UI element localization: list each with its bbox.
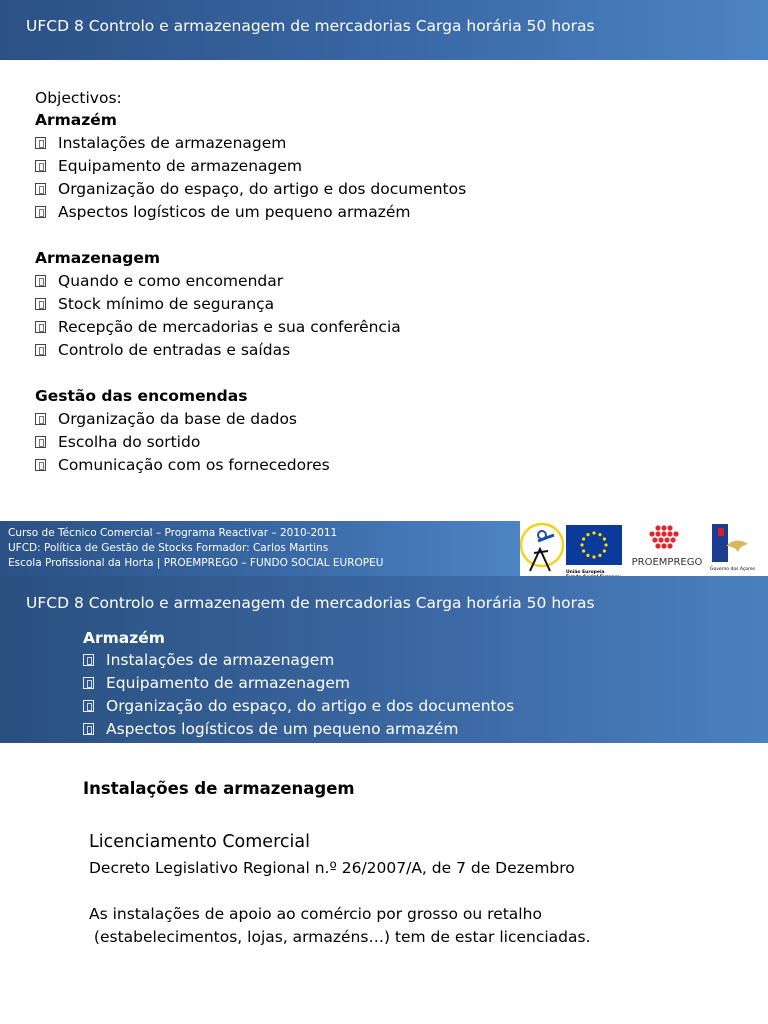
licensing-title: Licenciamento Comercial bbox=[89, 832, 310, 852]
bullet-icon bbox=[35, 413, 46, 425]
bullet-icon bbox=[35, 298, 46, 310]
bullet-icon bbox=[83, 723, 94, 735]
list-item bbox=[35, 316, 401, 339]
footer-course-line: Curso de Técnico Comercial – Programa Reactivar – 2010-2011 bbox=[8, 527, 338, 539]
list-item bbox=[35, 454, 330, 477]
bullet-icon bbox=[35, 459, 46, 471]
list-item bbox=[35, 132, 466, 155]
bullet-icon bbox=[35, 275, 46, 287]
list-item bbox=[83, 695, 514, 718]
footer-ufcd-line: UFCD: Política de Gestão de Stocks Formador: Carlos Martins bbox=[8, 542, 329, 554]
list-item bbox=[83, 649, 514, 672]
section-list bbox=[35, 408, 330, 477]
decree-text: Decreto Legislativo Regional n.º 26/2007/A, de 7 de Dezembro bbox=[89, 859, 575, 877]
footer-logos bbox=[520, 521, 768, 576]
list-item bbox=[35, 178, 466, 201]
bullet-icon bbox=[83, 677, 94, 689]
list-item-text: Equipamento de armazenagem bbox=[106, 674, 351, 692]
bullet-icon bbox=[35, 321, 46, 333]
acores-caption: Governo dos Açores bbox=[710, 567, 755, 572]
list-item-text: Quando e como encomendar bbox=[58, 272, 284, 290]
list-item-text: Controlo de entradas e saídas bbox=[58, 341, 291, 359]
list-item-text: Comunicação com os fornecedores bbox=[58, 456, 330, 474]
list-item-text: Aspectos logísticos de um pequeno armazém bbox=[106, 720, 459, 738]
eu-flag-icon bbox=[566, 525, 622, 565]
list-item bbox=[35, 155, 466, 178]
section-heading: Armazenagem bbox=[35, 249, 161, 267]
school-logo-icon bbox=[520, 521, 564, 576]
list-item-text: Recepção de mercadorias e sua conferência bbox=[58, 318, 401, 336]
list-item-text: Instalações de armazenagem bbox=[106, 651, 335, 669]
list-item bbox=[35, 293, 401, 316]
bullet-icon bbox=[35, 206, 46, 218]
bullet-icon bbox=[83, 700, 94, 712]
proemprego-dots-icon bbox=[630, 523, 704, 553]
paragraph-line-2: (estabelecimentos, lojas, armazéns…) tem de estar licenciadas. bbox=[89, 928, 591, 946]
bullet-icon bbox=[83, 654, 94, 666]
bullet-icon bbox=[35, 436, 46, 448]
slide2-heading: Armazém bbox=[83, 629, 165, 647]
eu-caption-1: União Europeia bbox=[566, 570, 605, 575]
acores-flag-icon bbox=[712, 524, 752, 562]
list-item-text: Escolha do sortido bbox=[58, 433, 201, 451]
section-armazem bbox=[35, 109, 466, 224]
section-gestao-encomendas bbox=[35, 385, 330, 477]
slide2-header-title: UFCD 8 Controlo e armazenagem de mercadorias Carga horária 50 horas bbox=[26, 594, 595, 612]
bullet-icon bbox=[35, 137, 46, 149]
list-item bbox=[35, 339, 401, 362]
list-item bbox=[35, 431, 330, 454]
proemprego-label: PROEMPREGO bbox=[631, 557, 703, 568]
section-heading: Armazém bbox=[35, 111, 117, 129]
list-item-text: Organização da base de dados bbox=[58, 410, 298, 428]
list-item-text: Instalações de armazenagem bbox=[58, 134, 287, 152]
bullet-icon bbox=[35, 183, 46, 195]
acores-logo bbox=[710, 524, 766, 576]
list-item-text: Organização do espaço, do artigo e dos documentos bbox=[58, 180, 467, 198]
slide1-header-bar bbox=[0, 0, 768, 60]
list-item-text: Equipamento de armazenagem bbox=[58, 157, 303, 175]
list-item-text: Organização do espaço, do artigo e dos documentos bbox=[106, 697, 515, 715]
paragraph-line-1: As instalações de apoio ao comércio por grosso ou retalho bbox=[89, 905, 542, 923]
list-item bbox=[35, 408, 330, 431]
objectives-label: Objectivos: bbox=[35, 89, 122, 107]
section-heading: Gestão das encomendas bbox=[35, 387, 248, 405]
list-item-text: Stock mínimo de segurança bbox=[58, 295, 275, 313]
section-armazenagem bbox=[35, 247, 401, 362]
list-item bbox=[83, 718, 514, 741]
slide1-header-title: UFCD 8 Controlo e armazenagem de mercadorias Carga horária 50 horas bbox=[26, 17, 595, 35]
bullet-icon bbox=[35, 344, 46, 356]
list-item-text: Aspectos logísticos de um pequeno armazém bbox=[58, 203, 411, 221]
footer-bar bbox=[0, 521, 520, 576]
slide2-section-title: Instalações de armazenagem bbox=[83, 779, 355, 798]
section-list bbox=[35, 270, 401, 362]
bullet-icon bbox=[35, 160, 46, 172]
footer-school-line: Escola Profissional da Horta | PROEMPREGO – FUNDO SOCIAL EUROPEU bbox=[8, 557, 384, 569]
slide2-list bbox=[83, 649, 514, 741]
slide1-content bbox=[35, 87, 122, 110]
section-list bbox=[35, 132, 466, 224]
list-item bbox=[35, 201, 466, 224]
proemprego-logo bbox=[630, 523, 704, 573]
eu-flag-logo bbox=[566, 525, 622, 576]
slide2-header-bar bbox=[0, 576, 768, 743]
list-item bbox=[35, 270, 401, 293]
list-item bbox=[83, 672, 514, 695]
